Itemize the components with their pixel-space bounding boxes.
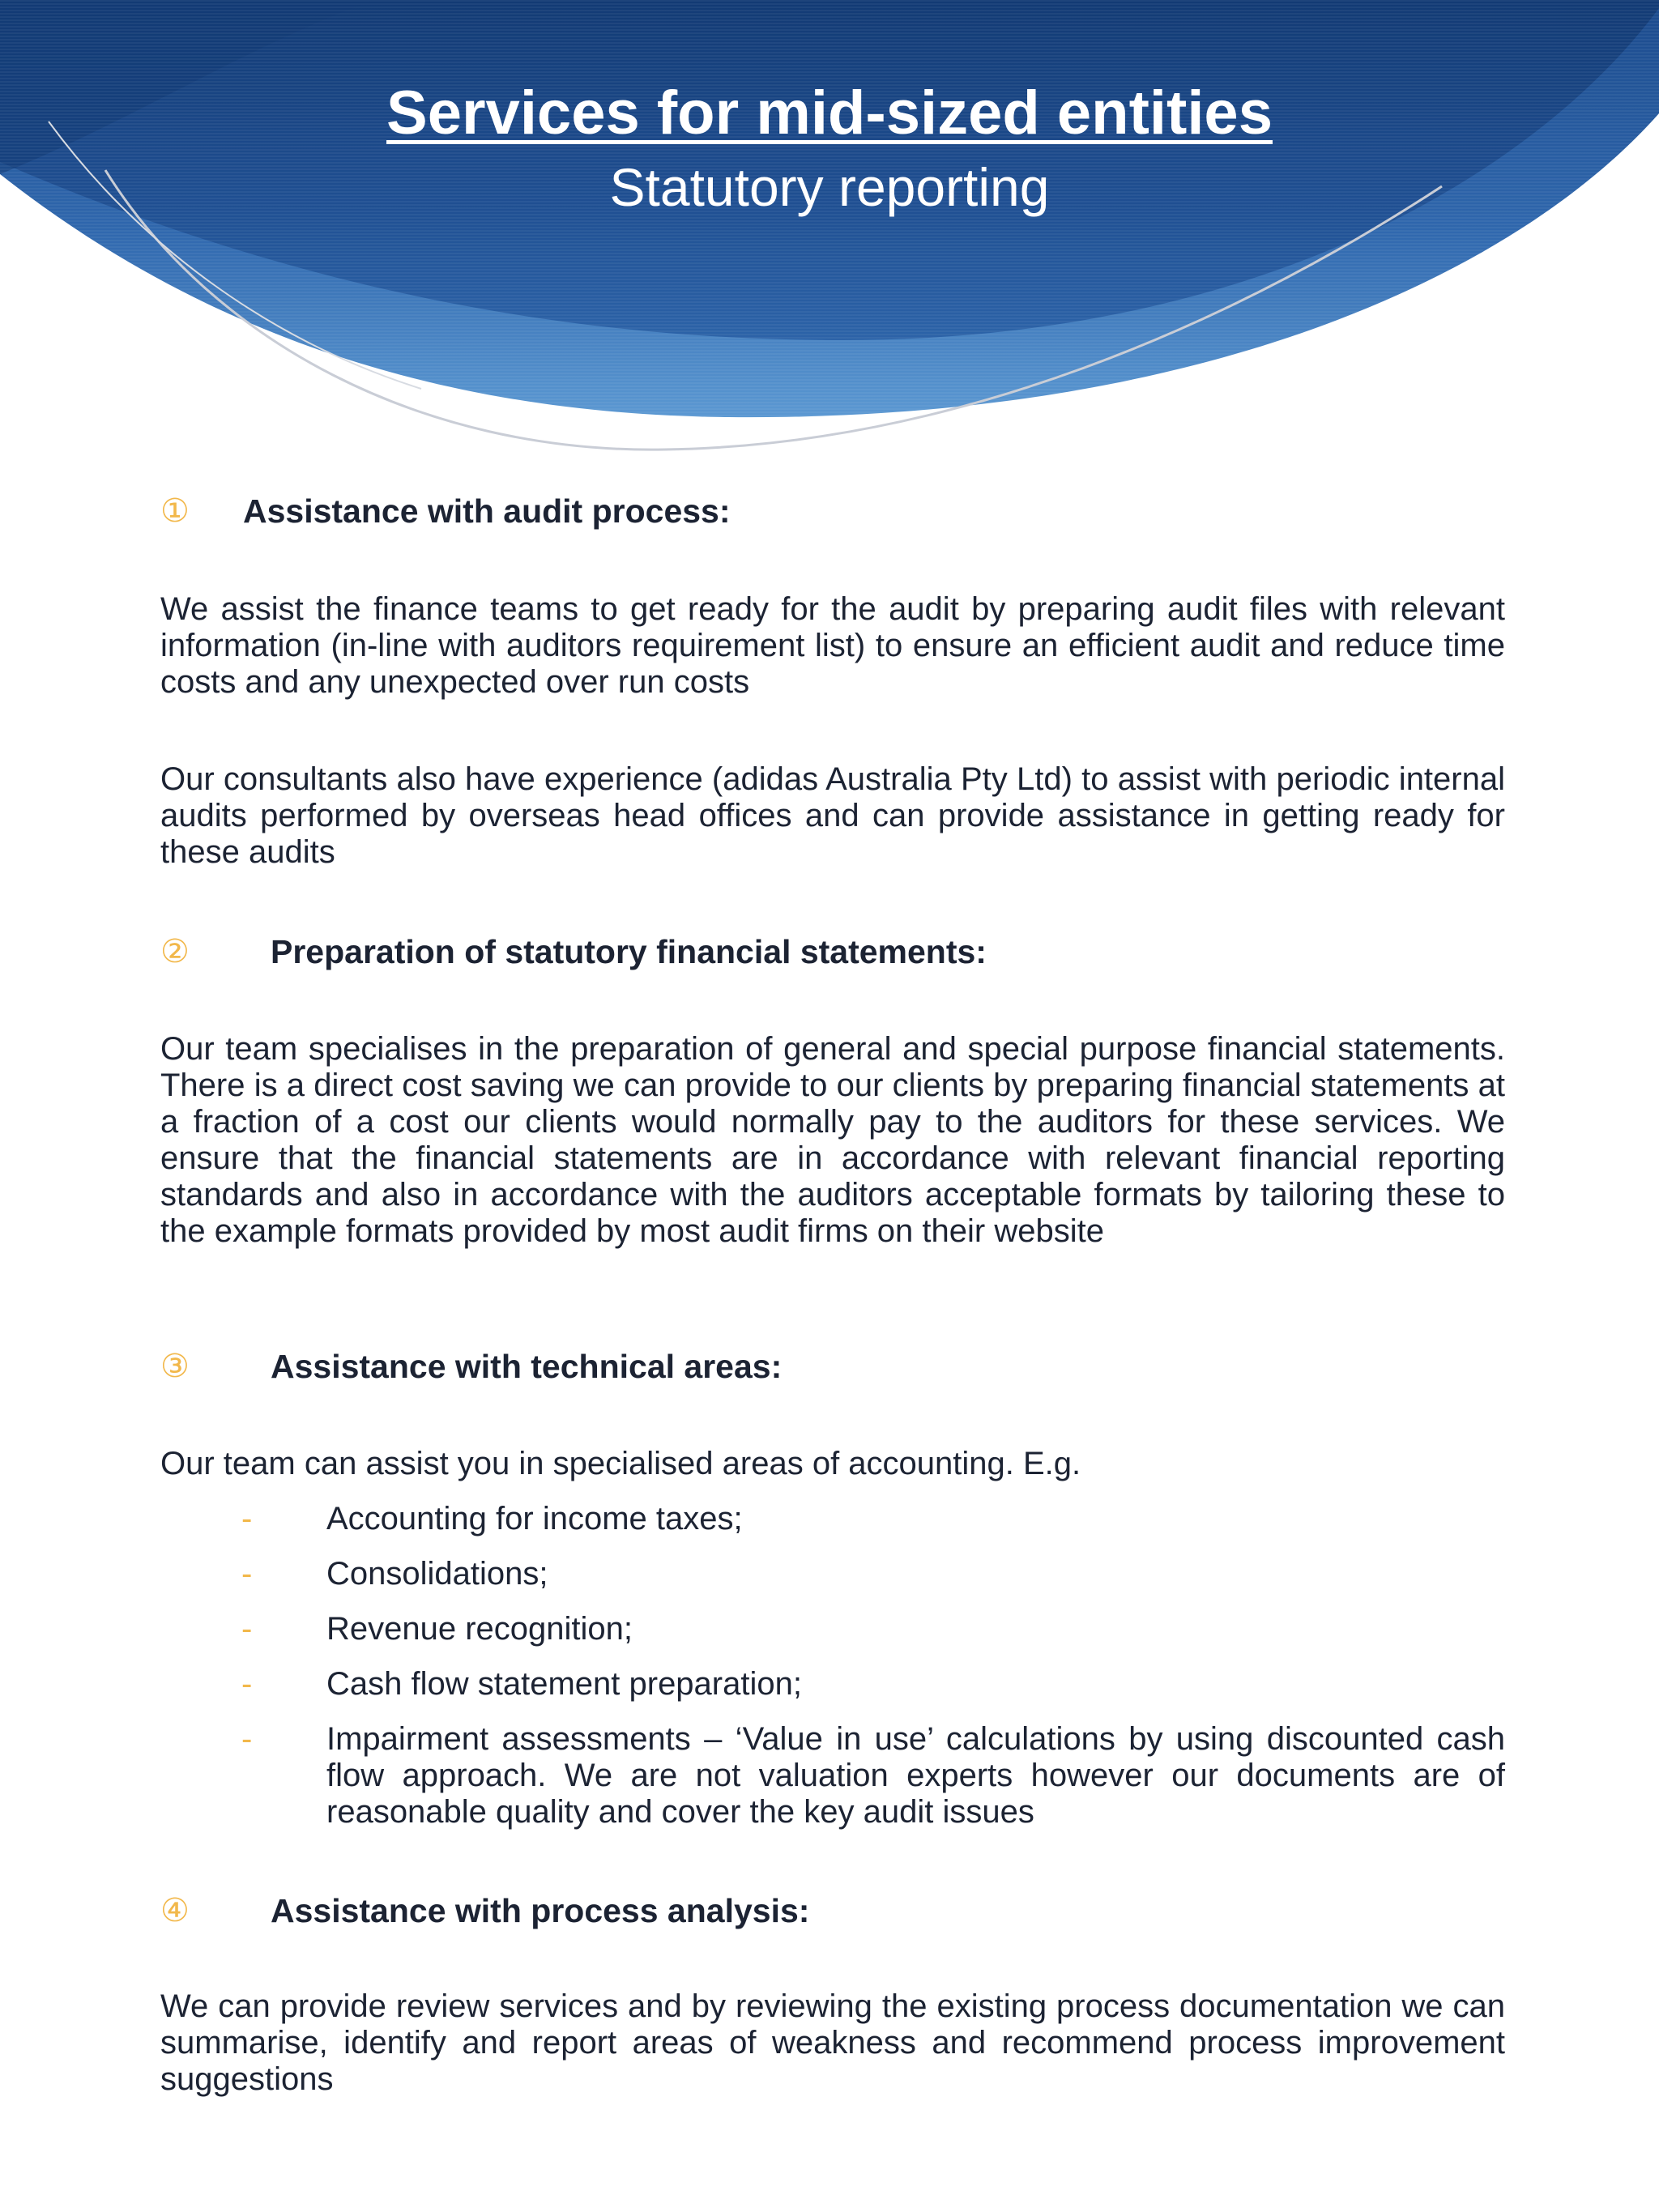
list-item xyxy=(160,1611,1505,1647)
list-item-text: Revenue recognition; xyxy=(326,1611,633,1647)
section-title: Assistance with technical areas: xyxy=(271,1348,783,1385)
paragraph: Our consultants also have experience (adidas Australia Pty Ltd) to assist with periodic internal audits performed by overseas head offices and can provide assistance in getting ready for these audits xyxy=(160,761,1505,870)
bullet-marker: - xyxy=(241,1501,253,1536)
page-title: Services for mid-sized entities xyxy=(386,79,1273,147)
section-number: ③ xyxy=(160,1348,190,1385)
list-item-text: Consolidations; xyxy=(326,1556,548,1592)
technical-areas-list xyxy=(160,1501,1505,1849)
title-block xyxy=(0,75,1659,222)
list-item-text: Accounting for income taxes; xyxy=(326,1501,743,1536)
bullet-marker: - xyxy=(241,1611,253,1647)
page-subtitle: Statutory reporting xyxy=(609,157,1050,217)
bullet-marker: - xyxy=(241,1666,253,1702)
list-item xyxy=(160,1556,1505,1592)
section-number: ④ xyxy=(160,1892,190,1929)
list-item-text: Impairment assessments – ‘Value in use’ calculations by using discounted cash flow approach. We are not valuation experts however our documents are of reasonable quality and cover the key audit issues xyxy=(326,1721,1505,1830)
section-number: ① xyxy=(160,492,190,530)
section-title: Assistance with process analysis: xyxy=(271,1892,810,1929)
section-number: ② xyxy=(160,933,190,970)
paragraph: We assist the finance teams to get ready for the audit by preparing audit files with relevant information (in-line with auditors requirement list) to ensure an efficient audit and reduce time costs and any unexpected over run costs xyxy=(160,591,1505,700)
list-item xyxy=(160,1721,1505,1831)
list-item xyxy=(160,1501,1505,1537)
paragraph: We can provide review services and by reviewing the existing process documentation we can summarise, identify and report areas of weakness and recommend process improvement suggestions xyxy=(160,1988,1505,2097)
list-item xyxy=(160,1666,1505,1703)
bullet-marker: - xyxy=(241,1721,253,1757)
header-banner xyxy=(0,0,1659,486)
paragraph: Our team can assist you in specialised areas of accounting. E.g. xyxy=(160,1446,1081,1481)
list-item-text: Cash flow statement preparation; xyxy=(326,1666,802,1702)
section-title: Preparation of statutory financial statements: xyxy=(271,933,987,970)
bullet-marker: - xyxy=(241,1556,253,1592)
section-title: Assistance with audit process: xyxy=(243,492,731,530)
paragraph: Our team specialises in the preparation of general and special purpose financial statements. There is a direct cost saving we can provide to our clients by preparing financial statements at a fraction of a cost our clients would normally pay to the auditors for these services. We ensure that the financial statements are in accordance with relevant financial reporting standards and also in accordance with the auditors acceptable formats by tailoring these to the example formats provided by most audit firms on their website xyxy=(160,1031,1505,1249)
